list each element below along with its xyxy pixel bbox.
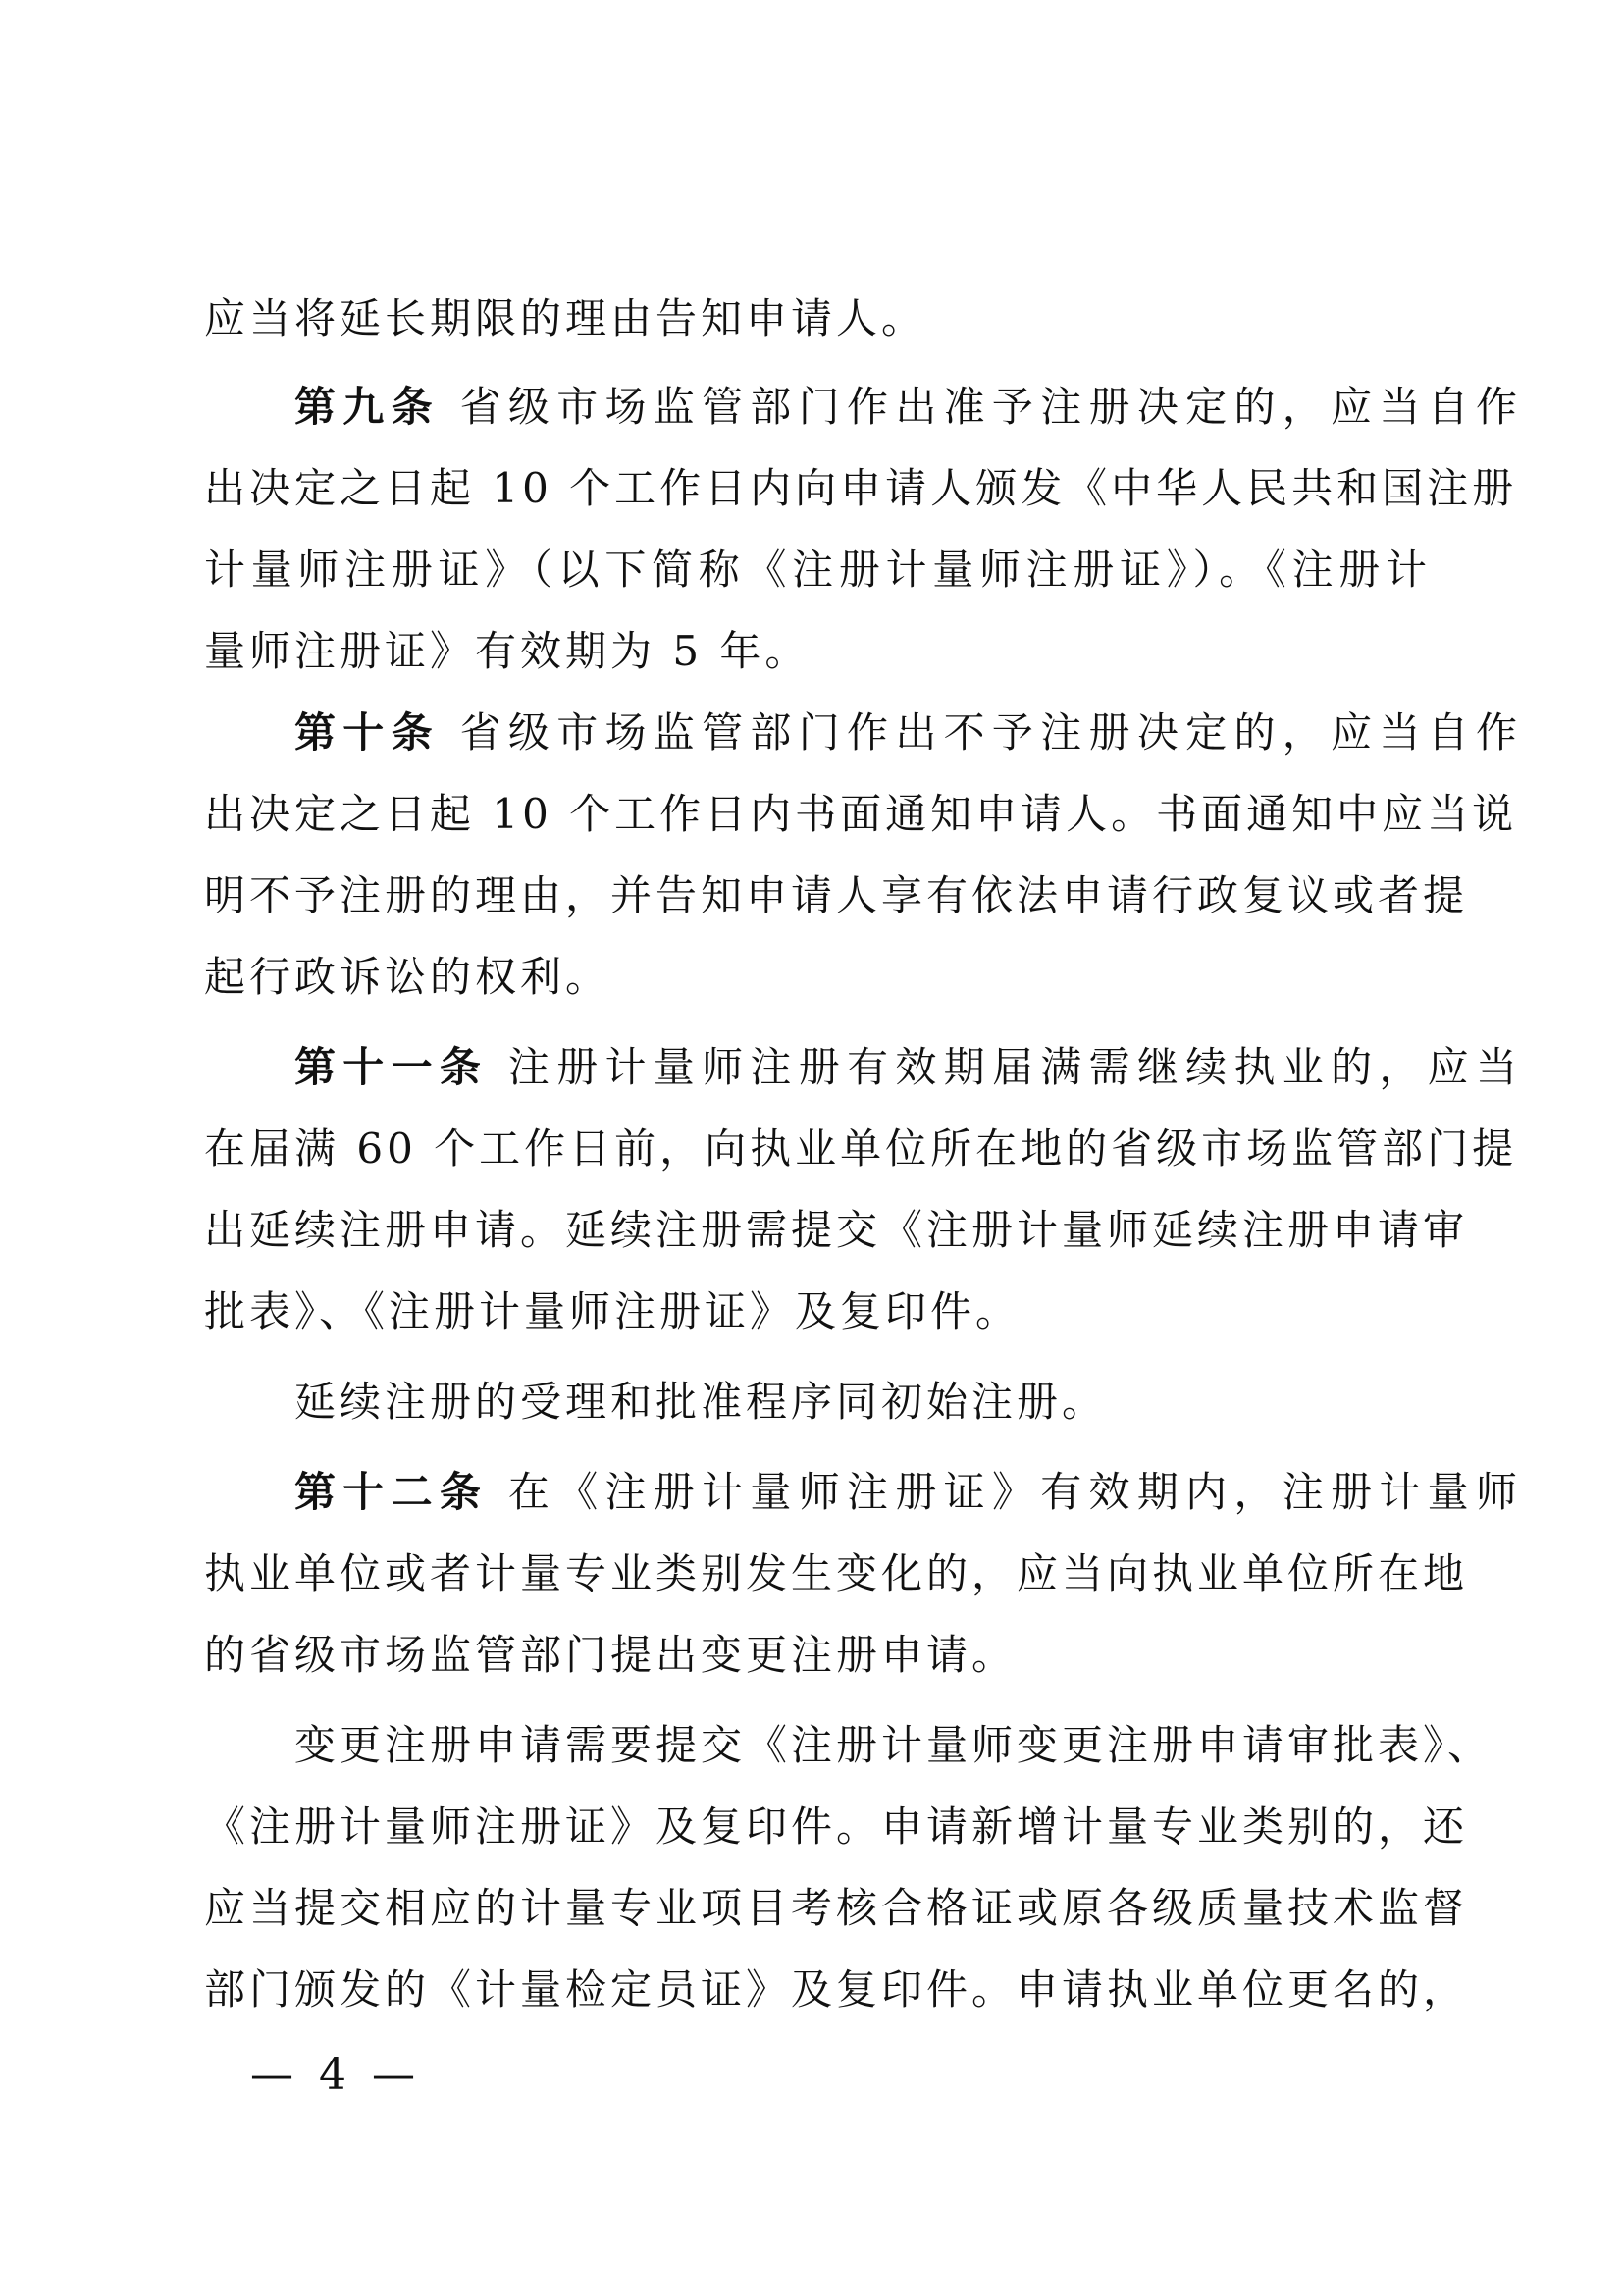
page-number: — 4 — — [250, 2050, 421, 2100]
line-text: 省级市场监管部门作出准予注册决定的，应当自作 — [439, 383, 1521, 431]
paragraph-line — [204, 1879, 1469, 1938]
line-text: 出决定之日起 10 个工作日内书面通知申请人。书面通知中应当说 — [204, 790, 1518, 838]
paragraph-line — [204, 622, 1431, 681]
line-text: 省级市场监管部门作出不予注册决定的，应当自作 — [439, 708, 1521, 757]
line-text: 量师注册证》有效期为 5 年。 — [204, 627, 811, 675]
paragraph-line — [204, 1282, 1431, 1341]
line-text: 出决定之日起 10 个工作日内向申请人颁发《中华人民共和国注册 — [204, 464, 1518, 512]
paragraph-line — [294, 1373, 1521, 1432]
paragraph-line — [204, 1626, 1431, 1685]
line-text: 批表》、《注册计量师注册证》及复印件。 — [204, 1287, 1022, 1335]
paragraph-line — [204, 541, 1431, 600]
article-12-heading-line — [294, 1463, 1521, 1522]
paragraph-line — [204, 459, 1518, 518]
paragraph-line — [204, 1544, 1469, 1603]
line-text: 明不予注册的理由，并告知申请人享有依法申请行政复议或者提 — [204, 871, 1469, 919]
paragraph-line — [204, 1960, 1469, 2019]
paragraph-line — [204, 1120, 1518, 1178]
line-text: 变更注册申请需要提交《注册计量师变更注册申请审批表》、 — [294, 1721, 1493, 1769]
paragraph-line — [204, 866, 1469, 925]
article-heading: 第十一条 — [294, 1043, 489, 1091]
line-text: 《注册计量师注册证》及复印件。申请新增计量专业类别的，还 — [204, 1802, 1469, 1851]
line-text: 应当将延长期限的理由告知申请人。 — [204, 294, 927, 342]
line-text: 延续注册的受理和批准程序同初始注册。 — [294, 1378, 1108, 1426]
paragraph-line — [204, 1201, 1469, 1260]
article-heading: 第十条 — [294, 708, 440, 757]
line-text: 应当提交相应的计量专业项目考核合格证或原各级质量技术监督 — [204, 1884, 1469, 1932]
paragraph-line — [204, 289, 1431, 348]
line-text: 在届满 60 个工作日前，向执业单位所在地的省级市场监管部门提 — [204, 1124, 1518, 1173]
paragraph-line — [204, 948, 1431, 1007]
line-text: 出延续注册申请。延续注册需提交《注册计量师延续注册申请审 — [204, 1206, 1469, 1254]
paragraph-line — [204, 785, 1518, 844]
article-11-heading-line — [294, 1038, 1521, 1097]
line-text: 注册计量师注册有效期届满需继续执业的，应当 — [488, 1043, 1521, 1091]
paragraph-line — [204, 1798, 1469, 1856]
line-text: 执业单位或者计量专业类别发生变化的，应当向执业单位所在地 — [204, 1549, 1469, 1597]
article-10-heading-line — [294, 704, 1521, 762]
article-9-heading-line — [294, 378, 1521, 437]
paragraph-line — [294, 1716, 1493, 1775]
line-text: 计量师注册证》（以下简称《注册计量师注册证》）。《注册计 — [204, 546, 1431, 594]
article-heading: 第十二条 — [294, 1468, 489, 1516]
article-heading: 第九条 — [294, 383, 440, 431]
line-text: 部门颁发的《计量检定员证》及复印件。申请执业单位更名的， — [204, 1965, 1469, 2013]
line-text: 起行政诉讼的权利。 — [204, 953, 611, 1001]
line-text: 的省级市场监管部门提出变更注册申请。 — [204, 1631, 1018, 1679]
line-text: 在《注册计量师注册证》有效期内，注册计量师 — [488, 1468, 1521, 1516]
